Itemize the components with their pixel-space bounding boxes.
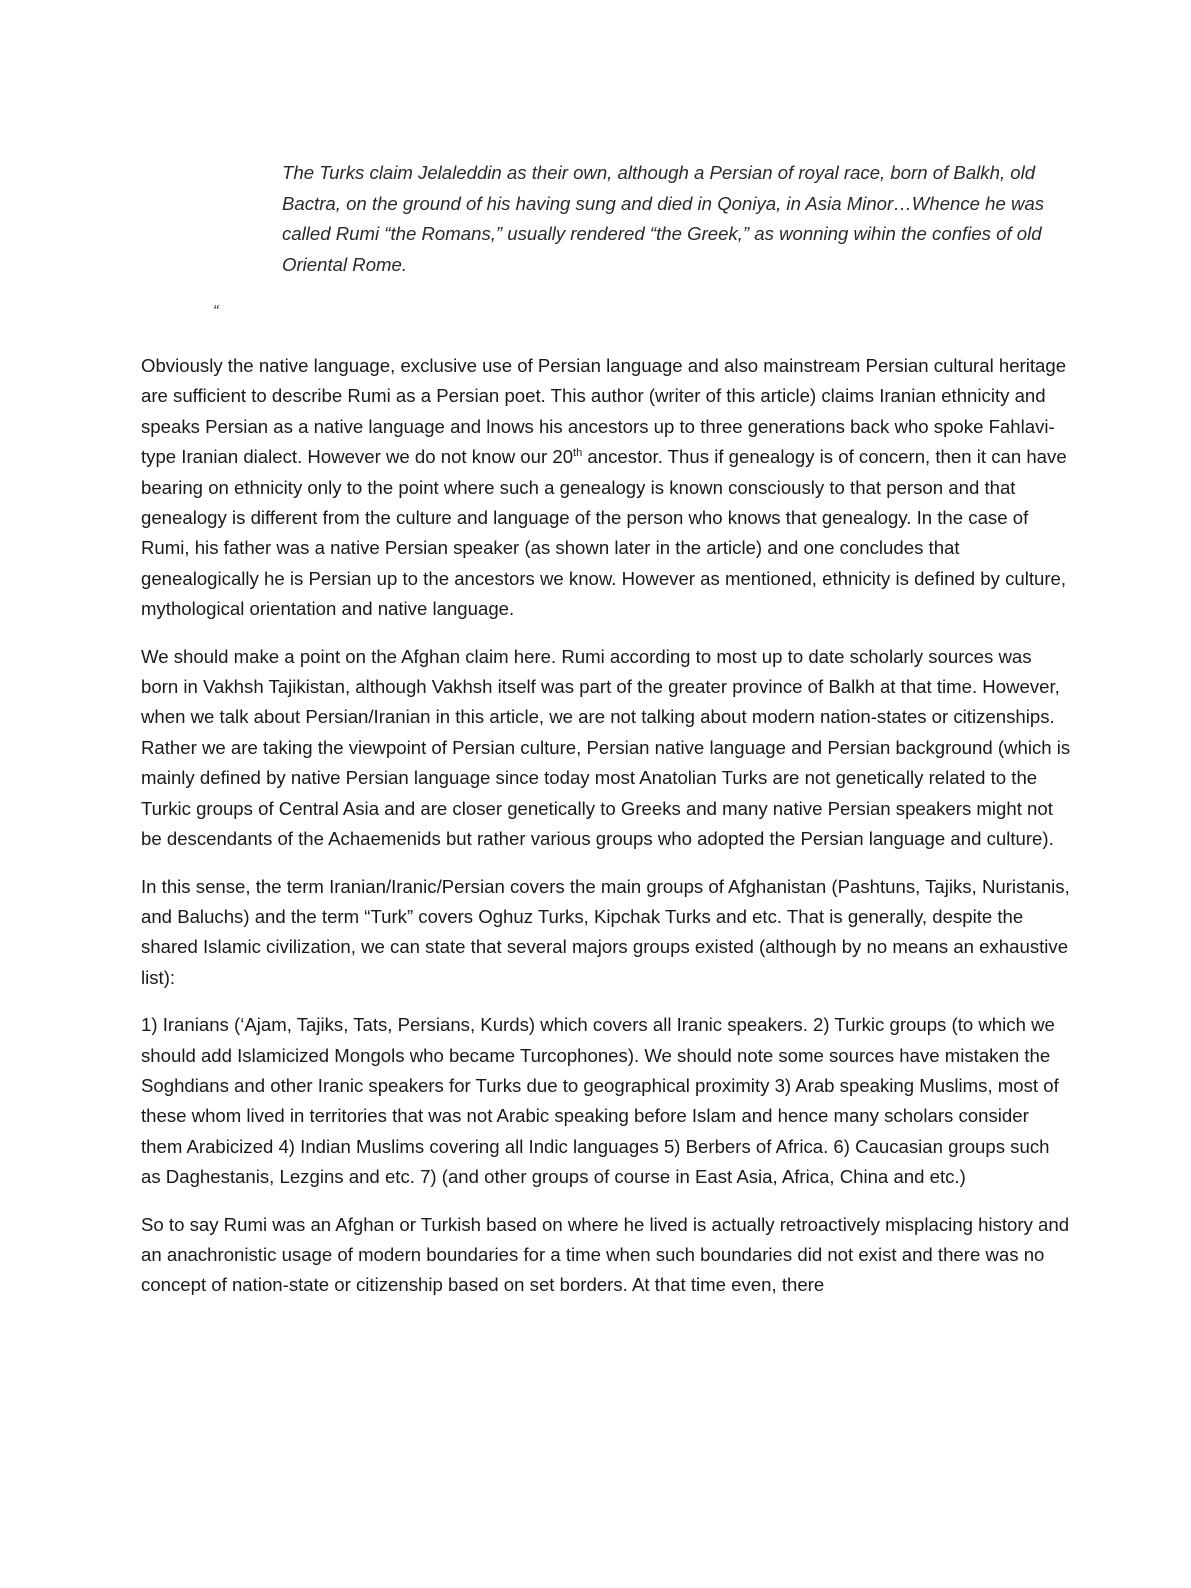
paragraph-1-part-1: Obviously the native language, exclusive use of Persian language and also mainstream Persian cultural heritage are sufficient to describe Rumi as a Persian poet. This author (writer of this article) claims Iranian ethnicity and speaks Persian as a native language and lnows his ancestors up to three generations back who spoke Fahlavi-type Iranian dialect. However we do not know our 20 bbox=[141, 355, 1067, 468]
paragraph-3: In this sense, the term Iranian/Iranic/Persian covers the main groups of Afghanistan (Pashtuns, Tajiks, Nuristanis, and Baluchs) and the term “Turk” covers Oghuz Turks, Kipchak Turks and etc. That is generally, despite the shared Islamic civilization, we can state that several majors groups existed (although by no means an exhaustive list): bbox=[141, 875, 1070, 988]
ordinal-suffix: th bbox=[573, 447, 583, 460]
paragraph-2: We should make a point on the Afghan claim here. Rumi according to most up to date scholarly sources was born in Vakhsh Tajikistan, although Vakhsh itself was part of the greater province of Balkh at that time. However, when we talk about Persian/Iranian in this article, we are not talking about modern nation-states or citizenships. Rather we are taking the viewpoint of Persian culture, Persian native language and Persian background (which is mainly defined by native Persian language since today most Anatolian Turks are not genetically related to the Turkic groups of Central Asia and are closer genetically to Greeks and many native Persian speakers might not be descendants of the Achaemenids but rather various groups who adopted the Persian language and culture). bbox=[141, 645, 1071, 850]
block-quote: The Turks claim Jelaleddin as their own, although a Persian of royal race, born of Balkh, old Bactra, on the ground of his having sung and died in Qoniya, in Asia Minor…Whence he was called Rumi “the Romans,” usually rendered “the Greek,” as wonning wihin the confies of old Oriental Rome. bbox=[282, 162, 1045, 275]
paragraph-5: So to say Rumi was an Afghan or Turkish based on where he lived is actually retroactively misplacing history and an anachronistic usage of modern boundaries for a time when such boundaries did not exist and there was no concept of nation-state or citizenship based on set borders. At that time even, there bbox=[141, 1213, 1070, 1296]
paragraph-1-part-2: ancestor. Thus if genealogy is of concern, then it can have bearing on ethnicity only to the point where such a genealogy is known consciously to that person and that genealogy is different from the culture and language of the person who knows that genealogy. In the case of Rumi, his father was a native Persian speaker (as shown later in the article) and one concludes that genealogically he is Persian up to the ancestors we know. However as mentioned, ethnicity is defined by culture, mythological orientation and native language. bbox=[141, 446, 1067, 620]
paragraph-4: 1) Iranians (‘Ajam, Tajiks, Tats, Persians, Kurds) which covers all Iranic speakers. 2) Turkic groups (to which we should add Islamicized Mongols who became Turcophones). We should note some sources have mistaken the Soghdians and other Iranic speakers for Turks due to geographical proximity 3) Arab speaking Muslims, most of these whom lived in territories that was not Arabic speaking before Islam and hence many scholars consider them Arabicized 4) Indian Muslims covering all Indic languages 5) Berbers of Africa. 6) Caucasian groups such as Daghestanis, Lezgins and etc. 7) (and other groups of course in East Asia, Africa, China and etc.) bbox=[141, 1014, 1059, 1188]
body-text bbox=[141, 351, 1071, 1318]
quote-closing-mark: “ bbox=[213, 303, 219, 320]
paragraph-1 bbox=[141, 351, 1071, 625]
